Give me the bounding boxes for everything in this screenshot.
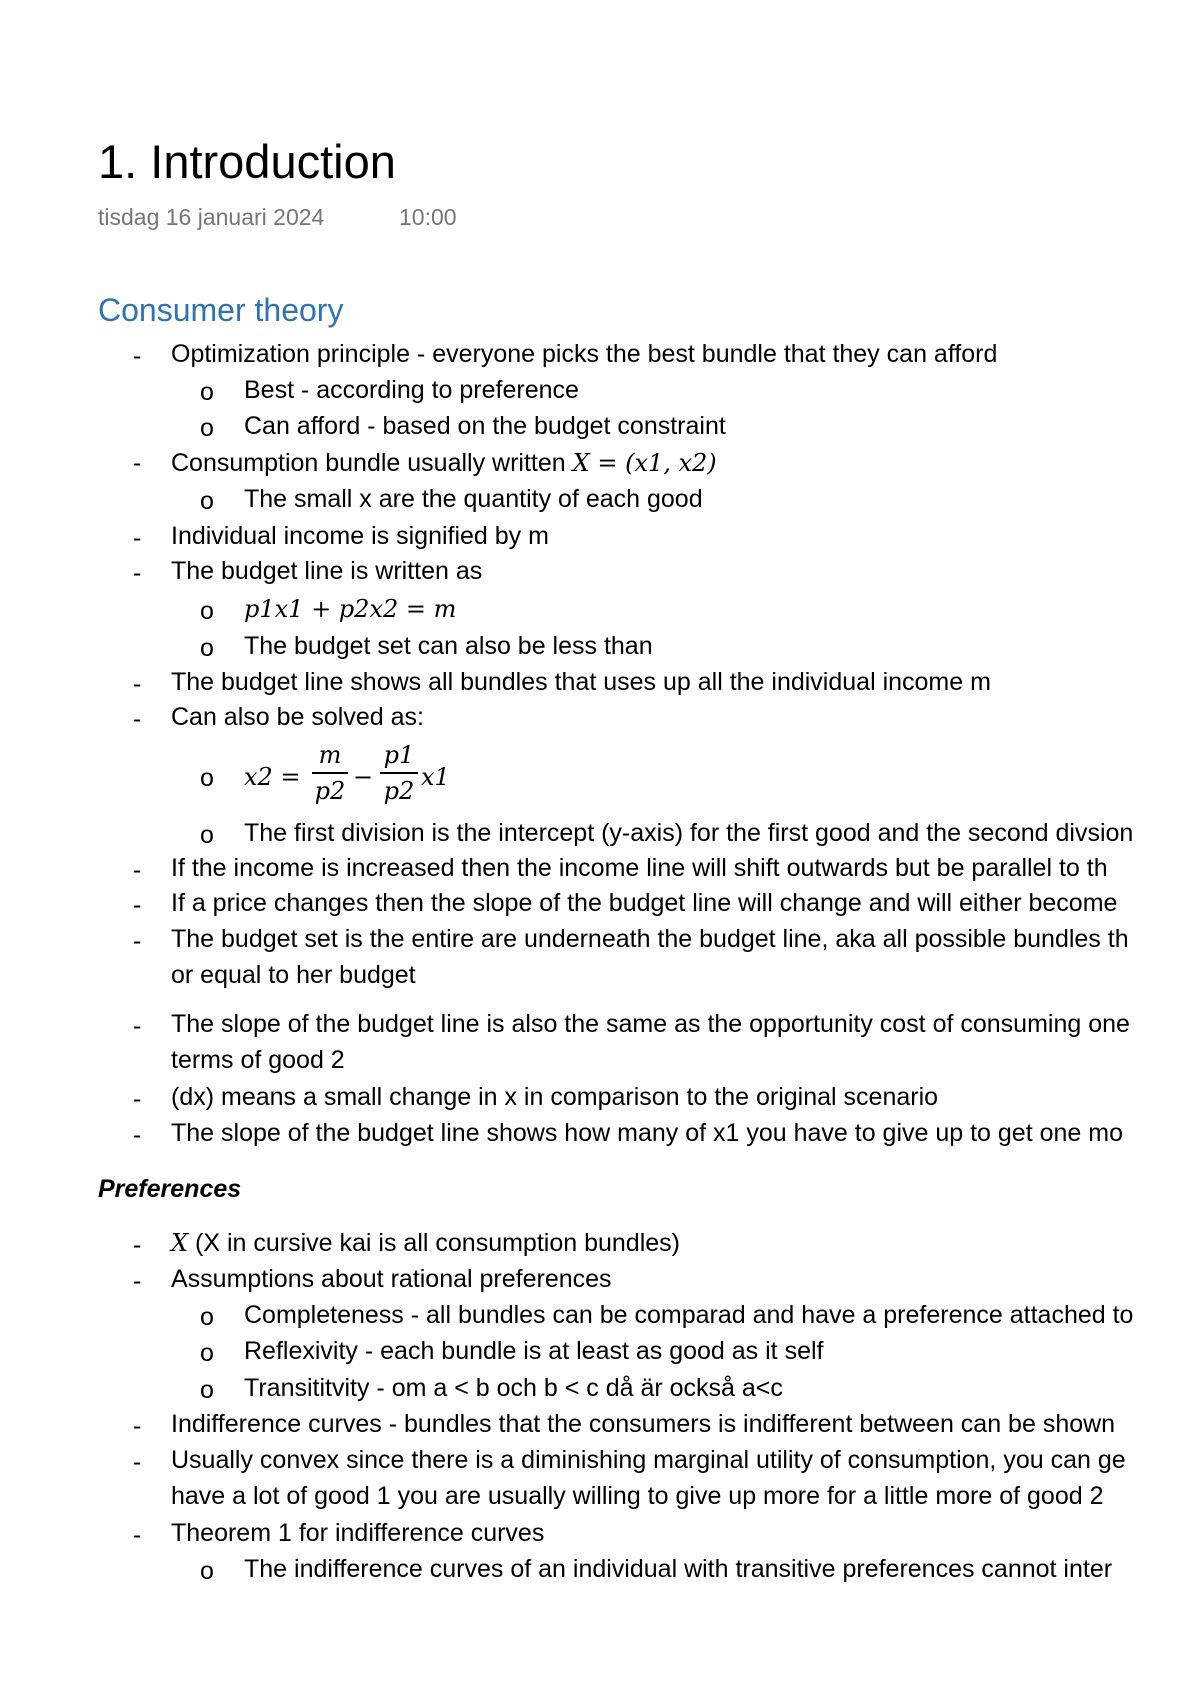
list-item: The budget set is the entire are underneath the budget line, aka all possible bundles th <box>171 925 1129 953</box>
dash-bullet: - <box>133 1448 142 1476</box>
circle-bullet: o <box>200 378 214 406</box>
list-item: The budget set can also be less than <box>244 632 653 660</box>
math-fraction <box>380 740 418 806</box>
list-item: Indifference curves - bundles that the consumers is indifferent between can be shown <box>171 1410 1116 1438</box>
list-item: Assumptions about rational preferences <box>171 1265 612 1293</box>
circle-bullet: o <box>200 821 214 849</box>
fraction-numerator: p1 <box>383 741 415 769</box>
dash-bullet: - <box>133 559 142 587</box>
math-expression: X = (x1, x2) <box>572 449 717 477</box>
dash-bullet: - <box>133 1412 142 1440</box>
circle-bullet: o <box>200 764 214 792</box>
list-item: Individual income is signified by m <box>171 522 549 550</box>
dash-bullet: - <box>133 891 142 919</box>
list-item: Reflexivity - each bundle is at least as good as it self <box>244 1337 824 1365</box>
list-item: The indifference curves of an individual with transitive preferences cannot inter <box>244 1555 1113 1583</box>
list-item: If the income is increased then the income line will shift outwards but be parallel to th <box>171 854 1108 882</box>
math-operator: − <box>353 763 374 791</box>
fraction-bar <box>380 772 418 774</box>
list-item <box>171 446 717 480</box>
list-item: Can also be solved as: <box>171 703 424 731</box>
circle-bullet: o <box>200 1303 214 1331</box>
list-item-text: (X in cursive kai is all consumption bundles) <box>188 1229 680 1257</box>
math-term: x1 <box>421 763 450 791</box>
circle-bullet: o <box>200 414 214 442</box>
heading-consumer-theory: Consumer theory <box>98 292 344 328</box>
list-item <box>171 1226 680 1260</box>
math-symbol: X <box>171 1229 189 1257</box>
fraction-denominator: p2 <box>314 777 346 805</box>
list-item: If a price changes then the slope of the budget line will change and will either become <box>171 889 1118 917</box>
list-item-text: Consumption bundle usually written <box>171 449 573 477</box>
dash-bullet: - <box>133 1521 142 1549</box>
list-item: The budget line is written as <box>171 557 483 585</box>
dash-bullet: - <box>133 856 142 884</box>
math-expression: p1x1 + p2x2 = m <box>244 595 457 623</box>
list-item: Usually convex since there is a diminishing marginal utility of consumption, you can ge <box>171 1446 1126 1474</box>
list-item-continuation: have a lot of good 1 you are usually willing to give up more for a little more of good 2 <box>171 1482 1104 1510</box>
dash-bullet: - <box>133 1121 142 1149</box>
dash-bullet: - <box>133 449 142 477</box>
list-item: The small x are the quantity of each good <box>244 485 703 513</box>
dash-bullet: - <box>133 1231 142 1259</box>
page-title: 1. Introduction <box>98 135 396 188</box>
dash-bullet: - <box>133 927 142 955</box>
list-item: (dx) means a small change in x in comparison to the original scenario <box>171 1083 939 1111</box>
math-fraction <box>312 740 348 806</box>
math-lhs: x2 = <box>244 763 301 791</box>
fraction-numerator: m <box>318 741 342 769</box>
circle-bullet: o <box>200 634 214 662</box>
list-item: Completeness - all bundles can be comparad and have a preference attached to <box>244 1301 1134 1329</box>
list-item: The first division is the intercept (y-axis) for the first good and the second divsion <box>244 819 1134 847</box>
list-item-continuation: terms of good 2 <box>171 1046 345 1074</box>
list-item: Can afford - based on the budget constraint <box>244 412 726 440</box>
list-item: Optimization principle - everyone picks the best bundle that they can afford <box>171 340 998 368</box>
dash-bullet: - <box>133 1012 142 1040</box>
list-item: Transititvity - om a < b och b < c då är också a<c <box>244 1374 783 1402</box>
list-item-continuation: or equal to her budget <box>171 961 416 989</box>
list-item: The slope of the budget line shows how many of x1 you have to give up to get one mo <box>171 1119 1123 1147</box>
fraction-bar <box>312 772 348 774</box>
list-item: Theorem 1 for indifference curves <box>171 1519 545 1547</box>
list-item: Best - according to preference <box>244 376 579 404</box>
dash-bullet: - <box>133 1085 142 1113</box>
page-time: 10:00 <box>399 204 457 230</box>
circle-bullet: o <box>200 1339 214 1367</box>
dash-bullet: - <box>133 670 142 698</box>
list-item: The slope of the budget line is also the same as the opportunity cost of consuming one <box>171 1010 1130 1038</box>
circle-bullet: o <box>200 1376 214 1404</box>
circle-bullet: o <box>200 597 214 625</box>
fraction-denominator: p2 <box>383 777 415 805</box>
dash-bullet: - <box>133 342 142 370</box>
circle-bullet: o <box>200 487 214 515</box>
page-date: tisdag 16 januari 2024 <box>98 204 325 230</box>
dash-bullet: - <box>133 524 142 552</box>
dash-bullet: - <box>133 705 142 733</box>
heading-preferences: Preferences <box>98 1175 242 1203</box>
dash-bullet: - <box>133 1267 142 1295</box>
circle-bullet: o <box>200 1557 214 1585</box>
list-item: The budget line shows all bundles that uses up all the individual income m <box>171 668 991 696</box>
